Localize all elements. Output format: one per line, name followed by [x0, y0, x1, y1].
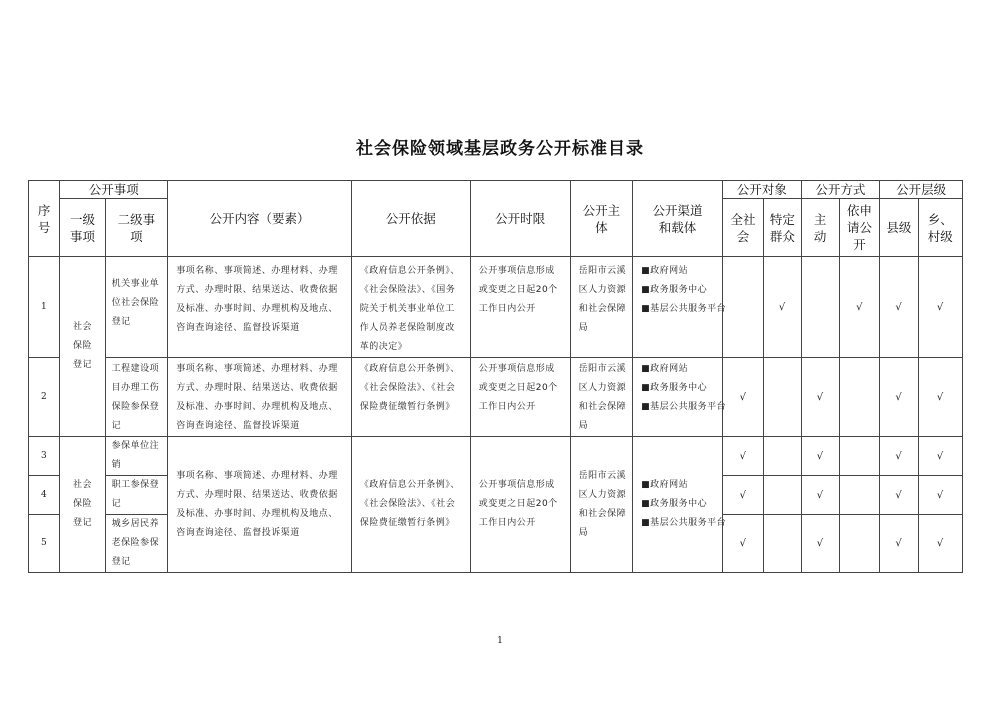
header-mode-request: 依申请公开	[839, 199, 879, 257]
header-level2: 二级事项	[105, 199, 168, 257]
row-level1: 社会保险登记	[60, 437, 105, 573]
channel-item: ■基层公共服务平台	[641, 304, 727, 314]
row-basis: 《政府信息公开条例》、《社会保险法》、《社会保险费征缴暂行条例》	[351, 358, 470, 437]
cell-mode-active: √	[801, 515, 839, 573]
row-seq: 5	[29, 515, 60, 573]
header-level1: 一级事项	[60, 199, 105, 257]
row-basis: 《政府信息公开条例》、《社会保险法》、《社会保险费征缴暂行条例》	[351, 437, 470, 573]
cell-mode-active	[801, 257, 839, 358]
header-basis: 公开依据	[351, 181, 470, 257]
header-level-county: 县级	[880, 199, 918, 257]
row-level2: 职工参保登记	[105, 476, 168, 515]
header-item-group: 公开事项	[60, 181, 168, 199]
row-timelimit: 公开事项信息形成或变更之日起20个工作日内公开	[470, 358, 570, 437]
cell-level-county: √	[880, 437, 918, 476]
cell-target-all	[722, 257, 763, 358]
cell-mode-request	[839, 437, 879, 476]
row-level2: 机关事业单位社会保险登记	[105, 257, 168, 358]
cell-level-town: √	[918, 257, 963, 358]
cell-mode-active: √	[801, 476, 839, 515]
row-subject: 岳阳市云溪区人力资源和社会保障局	[570, 358, 633, 437]
header-target-group: 公开对象	[722, 181, 801, 199]
cell-target-all: √	[722, 476, 763, 515]
cell-level-town: √	[918, 515, 963, 573]
channel-item: ■政务服务中心	[641, 499, 708, 509]
header-seq: 序号	[29, 181, 60, 257]
table-row	[29, 358, 963, 437]
row-level2: 城乡居民养老保险参保登记	[105, 515, 168, 573]
header-mode-group: 公开方式	[801, 181, 880, 199]
header-mode-active: 主动	[801, 199, 839, 257]
row-subject: 岳阳市云溪区人力资源和社会保障局	[570, 437, 633, 573]
row-content: 事项名称、事项简述、办理材料、办理方式、办理时限、结果送达、收费依据及标准、办事时间、办理机构及地点、咨询查询途径、监督投诉渠道	[168, 358, 352, 437]
row-level1: 社会保险登记	[60, 257, 105, 437]
channel-item: ■基层公共服务平台	[641, 518, 727, 528]
row-seq: 1	[29, 257, 60, 358]
header-channel: 公开渠道和载体	[633, 181, 723, 257]
row-channels	[633, 358, 727, 437]
header-subject: 公开主体	[570, 181, 633, 257]
table-row	[29, 437, 963, 476]
header-target-all: 全社会	[722, 199, 763, 257]
cell-target-all: √	[722, 437, 763, 476]
cell-target-specific	[764, 358, 801, 437]
cell-target-specific	[764, 515, 801, 573]
cell-target-specific	[764, 476, 801, 515]
channel-item: ■政务服务中心	[641, 285, 708, 295]
channel-item: ■政府网站	[641, 266, 689, 276]
cell-level-county: √	[880, 358, 918, 437]
cell-level-town: √	[918, 476, 963, 515]
row-channels	[633, 437, 727, 573]
channel-item: ■政府网站	[641, 364, 689, 374]
channel-item: ■基层公共服务平台	[641, 402, 727, 412]
cell-mode-request	[839, 515, 879, 573]
cell-level-town: √	[918, 358, 963, 437]
cell-mode-active: √	[801, 358, 839, 437]
header-content: 公开内容（要素）	[168, 181, 352, 257]
row-basis: 《政府信息公开条例》、《社会保险法》、《国务院关于机关事业单位工作人员养老保险制度改革的决定》	[351, 257, 470, 358]
header-level-town: 乡、村级	[918, 199, 963, 257]
row-level2: 工程建设项目办理工伤保险参保登记	[105, 358, 168, 437]
row-seq: 2	[29, 358, 60, 437]
channel-item: ■政务服务中心	[641, 383, 708, 393]
cell-target-all: √	[722, 515, 763, 573]
header-row-1	[29, 181, 963, 199]
table-row	[29, 257, 963, 358]
cell-mode-request	[839, 358, 879, 437]
row-timelimit: 公开事项信息形成或变更之日起20个工作日内公开	[470, 437, 570, 573]
cell-level-county: √	[880, 257, 918, 358]
cell-target-specific: √	[764, 257, 801, 358]
row-content: 事项名称、事项简述、办理材料、办理方式、办理时限、结果送达、收费依据及标准、办事时间、办理机构及地点、咨询查询途径、监督投诉渠道	[168, 257, 352, 358]
channel-item: ■政府网站	[641, 480, 689, 490]
row-seq: 3	[29, 437, 60, 476]
cell-level-county: √	[880, 476, 918, 515]
header-timelimit: 公开时限	[470, 181, 570, 257]
cell-level-county: √	[880, 515, 918, 573]
cell-target-specific	[764, 437, 801, 476]
cell-mode-request	[839, 476, 879, 515]
row-content: 事项名称、事项简述、办理材料、办理方式、办理时限、结果送达、收费依据及标准、办事时间、办理机构及地点、咨询查询途径、监督投诉渠道	[168, 437, 352, 573]
header-target-specific: 特定群众	[764, 199, 801, 257]
row-level2: 参保单位注销	[105, 437, 168, 476]
cell-mode-request: √	[839, 257, 879, 358]
header-level-group: 公开层级	[880, 181, 963, 199]
row-subject: 岳阳市云溪区人力资源和社会保障局	[570, 257, 633, 358]
cell-level-town: √	[918, 437, 963, 476]
page-number: 1	[497, 636, 503, 646]
document-title: 社会保险领域基层政务公开标准目录	[356, 139, 644, 159]
cell-target-all: √	[722, 358, 763, 437]
catalog-table	[28, 180, 963, 573]
cell-mode-active: √	[801, 437, 839, 476]
row-channels	[633, 257, 727, 358]
row-seq: 4	[29, 476, 60, 515]
row-timelimit: 公开事项信息形成或变更之日起20个工作日内公开	[470, 257, 570, 358]
